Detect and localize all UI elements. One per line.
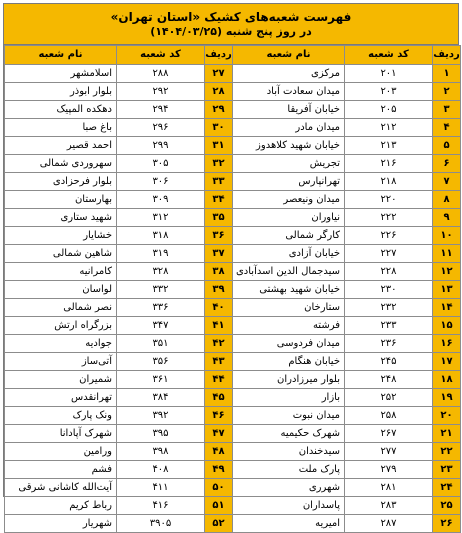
branch-name: اسلامشهر	[5, 65, 117, 83]
row-number: ۱۶	[433, 335, 461, 353]
table-row	[5, 407, 461, 425]
row-number: ۵۲	[205, 515, 233, 533]
branch-name: سیدجمال الدین اسدآبادی	[233, 263, 345, 281]
table-row	[5, 101, 461, 119]
branch-name: فشم	[5, 461, 117, 479]
branch-name: بلوار فرحزادی	[5, 173, 117, 191]
table-row	[5, 479, 461, 497]
branch-name: بازار	[233, 389, 345, 407]
branch-code: ۲۸۸	[117, 65, 205, 83]
table-row	[5, 155, 461, 173]
branch-code: ۲۰۵	[345, 101, 433, 119]
row-number: ۴۱	[205, 317, 233, 335]
branch-code: ۳۵۱	[117, 335, 205, 353]
branch-code: ۲۷۷	[345, 443, 433, 461]
branch-code: ۲۱۳	[345, 137, 433, 155]
branch-code: ۳۹۸	[117, 443, 205, 461]
branch-name: لواسان	[5, 281, 117, 299]
row-number: ۴۸	[205, 443, 233, 461]
row-number: ۳۲	[205, 155, 233, 173]
branch-name: رباط کریم	[5, 497, 117, 515]
row-number: ۴	[433, 119, 461, 137]
table-row	[5, 317, 461, 335]
branch-name: خیابان هنگام	[233, 353, 345, 371]
branch-code: ۲۲۷	[345, 245, 433, 263]
row-number: ۲۱	[433, 425, 461, 443]
branch-name: پاسداران	[233, 497, 345, 515]
row-number: ۲۳	[433, 461, 461, 479]
branch-code: ۳۰۹	[117, 191, 205, 209]
branch-name: ونک پارک	[5, 407, 117, 425]
branch-list-sheet	[3, 3, 460, 529]
branch-name: شهید ستاری	[5, 209, 117, 227]
row-number: ۲۰	[433, 407, 461, 425]
branch-name: پارک ملت	[233, 461, 345, 479]
branch-name: سیدخندان	[233, 443, 345, 461]
row-number: ۳۹	[205, 281, 233, 299]
row-number: ۲۹	[205, 101, 233, 119]
row-number: ۱۴	[433, 299, 461, 317]
branch-code: ۳۵۶	[117, 353, 205, 371]
branch-code: ۳۱۹	[117, 245, 205, 263]
row-number: ۳۱	[205, 137, 233, 155]
row-number: ۱۸	[433, 371, 461, 389]
branch-code: ۲۰۱	[345, 65, 433, 83]
branch-code: ۳۶۱	[117, 371, 205, 389]
page-title: فهرست شعبه‌های کشیک «استان تهران»	[110, 9, 352, 24]
branch-code: ۲۹۲	[117, 83, 205, 101]
branch-code: ۳۳۲	[117, 281, 205, 299]
row-number: ۳۸	[205, 263, 233, 281]
table-row	[5, 371, 461, 389]
branch-code: ۳۹۰۵	[117, 515, 205, 533]
row-number: ۴۰	[205, 299, 233, 317]
table-row	[5, 515, 461, 533]
branch-name: بلوار میرزادران	[233, 371, 345, 389]
table-row	[5, 461, 461, 479]
row-number: ۵۰	[205, 479, 233, 497]
row-number: ۱۱	[433, 245, 461, 263]
branch-name: شهرک حکیمیه	[233, 425, 345, 443]
row-number: ۱۵	[433, 317, 461, 335]
branch-name: میدان فردوسی	[233, 335, 345, 353]
row-number: ۶	[433, 155, 461, 173]
row-number: ۲۸	[205, 83, 233, 101]
row-number: ۱۰	[433, 227, 461, 245]
row-number: ۱۹	[433, 389, 461, 407]
branch-name: خیابان آفریقا	[233, 101, 345, 119]
branch-name: شهرک آپادانا	[5, 425, 117, 443]
table-row	[5, 263, 461, 281]
branch-name: کامرانیه	[5, 263, 117, 281]
header-code: کد شعبه	[117, 46, 205, 65]
table-row	[5, 137, 461, 155]
branch-code: ۳۳۶	[117, 299, 205, 317]
branch-name: مرکزی	[233, 65, 345, 83]
branch-name: بلوار ابوذر	[5, 83, 117, 101]
row-number: ۴۷	[205, 425, 233, 443]
row-number: ۲	[433, 83, 461, 101]
branch-name: میدان نبوت	[233, 407, 345, 425]
row-number: ۵	[433, 137, 461, 155]
branch-name: کارگر شمالی	[233, 227, 345, 245]
branch-name: تهرانقدس	[5, 389, 117, 407]
branch-name: شهرری	[233, 479, 345, 497]
table-row	[5, 65, 461, 83]
table-row	[5, 227, 461, 245]
branch-name: ورامین	[5, 443, 117, 461]
title-bar	[4, 4, 458, 45]
branch-code: ۲۸۱	[345, 479, 433, 497]
branch-name: تجریش	[233, 155, 345, 173]
branch-name: خشایار	[5, 227, 117, 245]
branch-code: ۲۵۲	[345, 389, 433, 407]
header-code: کد شعبه	[345, 46, 433, 65]
branch-code: ۲۹۴	[117, 101, 205, 119]
branch-name: بزرگراه ارتش	[5, 317, 117, 335]
table-row	[5, 353, 461, 371]
branch-table	[4, 45, 461, 533]
branch-name: شاهین شمالی	[5, 245, 117, 263]
row-number: ۳	[433, 101, 461, 119]
branch-code: ۳۰۵	[117, 155, 205, 173]
branch-name: میدان مادر	[233, 119, 345, 137]
row-number: ۲۷	[205, 65, 233, 83]
branch-code: ۲۷۹	[345, 461, 433, 479]
row-number: ۲۵	[433, 497, 461, 515]
branch-name: جوادیه	[5, 335, 117, 353]
row-number: ۵۱	[205, 497, 233, 515]
branch-code: ۲۵۸	[345, 407, 433, 425]
row-number: ۳۳	[205, 173, 233, 191]
row-number: ۳۵	[205, 209, 233, 227]
branch-code: ۴۱۶	[117, 497, 205, 515]
header-row	[5, 46, 461, 65]
branch-code: ۳۸۴	[117, 389, 205, 407]
row-number: ۴۳	[205, 353, 233, 371]
row-number: ۴۹	[205, 461, 233, 479]
branch-name: میدان سعادت آباد	[233, 83, 345, 101]
branch-code: ۳۱۸	[117, 227, 205, 245]
row-number: ۱۳	[433, 281, 461, 299]
branch-code: ۲۱۸	[345, 173, 433, 191]
branch-code: ۴۱۱	[117, 479, 205, 497]
branch-name: خیابان شهید کلاهدوز	[233, 137, 345, 155]
branch-name: میدان ونیعصر	[233, 191, 345, 209]
branch-name: نیاوران	[233, 209, 345, 227]
row-number: ۱۷	[433, 353, 461, 371]
row-number: ۲۴	[433, 479, 461, 497]
branch-code: ۲۲۶	[345, 227, 433, 245]
table-row	[5, 497, 461, 515]
row-number: ۱۲	[433, 263, 461, 281]
row-number: ۴۴	[205, 371, 233, 389]
branch-code: ۲۳۳	[345, 317, 433, 335]
branch-name: خیابان آزادی	[233, 245, 345, 263]
row-number: ۱	[433, 65, 461, 83]
row-number: ۳۶	[205, 227, 233, 245]
row-number: ۲۲	[433, 443, 461, 461]
branch-name: احمد قصیر	[5, 137, 117, 155]
header-radif: ردیف	[205, 46, 233, 65]
table-row	[5, 335, 461, 353]
branch-code: ۲۹۶	[117, 119, 205, 137]
table-row	[5, 443, 461, 461]
branch-code: ۲۱۲	[345, 119, 433, 137]
row-number: ۲۶	[433, 515, 461, 533]
branch-name: آتی‌ساز	[5, 353, 117, 371]
branch-code: ۲۲۲	[345, 209, 433, 227]
branch-name: سهروردی شمالی	[5, 155, 117, 173]
branch-code: ۳۹۵	[117, 425, 205, 443]
row-number: ۴۵	[205, 389, 233, 407]
branch-code: ۲۰۳	[345, 83, 433, 101]
branch-name: دهکده المپیک	[5, 101, 117, 119]
branch-code: ۲۳۰	[345, 281, 433, 299]
branch-code: ۴۰۸	[117, 461, 205, 479]
table-body	[5, 65, 461, 533]
row-number: ۸	[433, 191, 461, 209]
row-number: ۳۷	[205, 245, 233, 263]
header-name: نام شعبه	[233, 46, 345, 65]
branch-code: ۳۹۲	[117, 407, 205, 425]
header-radif: ردیف	[433, 46, 461, 65]
table-row	[5, 119, 461, 137]
row-number: ۳۴	[205, 191, 233, 209]
row-number: ۹	[433, 209, 461, 227]
branch-code: ۲۸۳	[345, 497, 433, 515]
table-row	[5, 191, 461, 209]
table-row	[5, 425, 461, 443]
table-row	[5, 173, 461, 191]
branch-name: بهارستان	[5, 191, 117, 209]
table-row	[5, 209, 461, 227]
branch-name: فرشته	[233, 317, 345, 335]
branch-code: ۲۶۷	[345, 425, 433, 443]
row-number: ۴۲	[205, 335, 233, 353]
branch-name: خیابان شهید بهشتی	[233, 281, 345, 299]
branch-name: ستارخان	[233, 299, 345, 317]
table-row	[5, 83, 461, 101]
branch-code: ۳۱۲	[117, 209, 205, 227]
branch-code: ۲۹۹	[117, 137, 205, 155]
branch-code: ۲۳۲	[345, 299, 433, 317]
page-subtitle: در روز پنج شنبه (۱۴۰۴/۰۳/۲۵)	[150, 24, 312, 38]
branch-name: تهرانپارس	[233, 173, 345, 191]
branch-code: ۲۳۶	[345, 335, 433, 353]
branch-name: شهریار	[5, 515, 117, 533]
branch-name: امیریه	[233, 515, 345, 533]
table-row	[5, 281, 461, 299]
row-number: ۳۰	[205, 119, 233, 137]
branch-name: نصر شمالی	[5, 299, 117, 317]
table-row	[5, 389, 461, 407]
branch-name: باغ صبا	[5, 119, 117, 137]
branch-code: ۳۰۶	[117, 173, 205, 191]
header-name: نام شعبه	[5, 46, 117, 65]
row-number: ۴۶	[205, 407, 233, 425]
branch-code: ۳۴۷	[117, 317, 205, 335]
branch-name: شمیران	[5, 371, 117, 389]
branch-name: آیت‌الله کاشانی شرقی	[5, 479, 117, 497]
branch-code: ۲۲۸	[345, 263, 433, 281]
branch-code: ۲۴۸	[345, 371, 433, 389]
table-row	[5, 299, 461, 317]
branch-code: ۲۴۵	[345, 353, 433, 371]
branch-code: ۲۲۰	[345, 191, 433, 209]
branch-code: ۲۱۶	[345, 155, 433, 173]
table-row	[5, 245, 461, 263]
branch-code: ۳۲۸	[117, 263, 205, 281]
branch-code: ۲۸۷	[345, 515, 433, 533]
row-number: ۷	[433, 173, 461, 191]
